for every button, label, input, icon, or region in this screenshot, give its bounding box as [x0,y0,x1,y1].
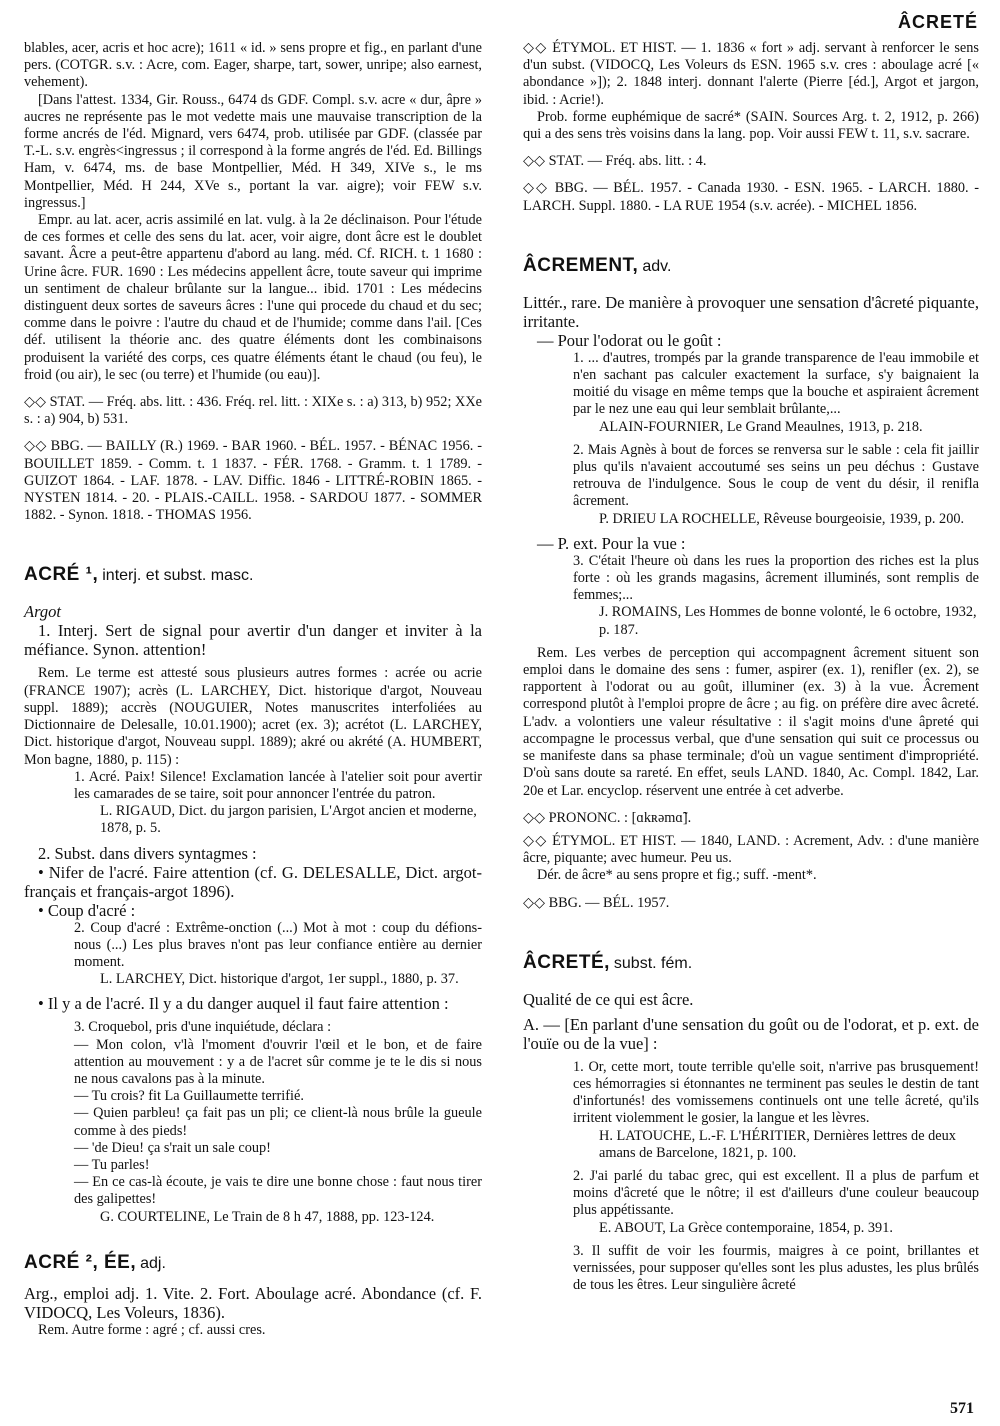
example-text: 2. J'ai parlé du tabac grec, qui est excellent. Il a plus de parfum et moins d'âcreté que le nôtre; il est d'ailleurs d'une couleur beaucoup plus appétissante. [573,1167,979,1219]
bbg-section: ◇◇ BBG. — BAILLY (R.) 1969. - BAR 1960. - BÉL. 1957. - BÉNAC 1956. - BOUILLET 1859. - Comm. t. 1 1837. - FÉR. 1768. - Gramm. t. 1 1789. - GUIZOT 1864. - LAF. 1878. - LAV. Diffic. 1846 - LITTRÉ-ROBIN 1865. - NYSTEN 1814. - 20. - PLAIS.-CAILL. 1958. - SARDOU 1877. - SOMMER 1882. - Synon. 1818. - THOMAS 1956. [24,438,482,524]
remark: Rem. Le terme est attesté sous plusieurs autres formes : acrée ou acrie (FRANCE 1907); acrès (L. LARCHEY, Dict. historique d'argot, Nouveau suppl. 1889); accrès (NOUGUIER, Notes manuscrites interfoliées au Dictionnaire de Delesalle, 10.01.1900); acret (ex. 3); acrétot (L. LARCHEY, Dict. historique d'argot, Nouveau suppl. 1889); akré ou akrété (A. HUMBERT, Mon bagne, 1880, p. 115) : [24,665,482,768]
example-source: J. ROMAINS, Les Hommes de bonne volonté, le 6 octobre, 1932, p. 187. [599,604,977,638]
example-1 [74,769,482,838]
part-of-speech: adv. [642,257,672,275]
headword: ACRÉ ¹, [24,564,99,586]
entry-header-acrement [523,255,979,277]
example-source: E. ABOUT, La Grèce contemporaine, 1854, p. 391. [599,1219,893,1236]
etym-section: ◇◇ ÉTYMOL. ET HIST. — 1840, LAND. : Acrement, Adv. : d'une manière âcre, piquante; avec humeur. Peu us. [523,832,979,867]
bbg-section: ◇◇ BBG. — BÉL. 1957. [523,894,670,911]
definition: Arg., emploi adj. 1. Vite. 2. Fort. Aboulage acré. Abondance (cf. F. VIDOCQ, Les Voleurs, 1836). [24,1283,482,1322]
headword: ÂCREMENT, [523,254,639,276]
right-column [523,40,979,1294]
syntagm-nifer: • Nifer de l'acré. Faire attention (cf. G. DELESALLE, Dict. argot-français et français-argot 1896). [24,862,482,901]
example-3 [573,553,979,639]
example-source: G. COURTELINE, Le Train de 8 h 47, 1888, pp. 123-124. [100,1208,435,1225]
definition: Littér., rare. De manière à provoquer une sensation d'âcreté piquante, irritante. [523,292,979,331]
dialogue-line: 3. Croquebol, pris d'une inquiétude, déclara : [74,1019,332,1036]
part-of-speech: adj. [140,1254,166,1272]
syntagm-coup: • Coup d'acré : [38,900,136,920]
remark: Rem. Les verbes de perception qui accompagnent âcrement situent son emploi dans le domaine des sens : fumer, aspirer (ex. 1), renifler (ex. 2), se rapportent à l'odorat ou au goût, illuminer (ex. 3) à la vue. Âcrement correspond plutôt à l'emploi propre de âcre ; au fig. on préfère dire avec âcreté. L'adv. a volontiers une valeur résultative : il s'agit moins d'une âpreté qui accompagne le processus verbal, que d'une sensation qui suit ce processus ou se manifeste dans sa phase terminale; d'où un vague sentiment d'impropriété. D'où sans doute sa rareté. En effet, seuls LAND. 1840, Ac. Compl. 1842, Lar. 20e et Lar. encyclop. réservent une entrée à cet adverbe. [523,644,979,799]
etym-note: Dér. de âcre* au sens propre et fig.; suff. -ment*. [537,867,817,884]
example-text: 3. C'était l'heure où dans les rues la proportion des riches est la plus forte : où les grands magasins, âcrement illuminés, sont remplis de femmes;... [573,552,979,604]
part-of-speech: subst. fém. [613,954,693,972]
left-column [24,40,482,1339]
running-head: ÂCRETÉ [897,12,978,32]
headword: ACRÉ ², ÉE, [24,1251,137,1273]
example-3 [573,1243,979,1295]
example-text: 2. Coup d'acré : Extrême-onction (...) Mot à mot : coup du défions-nous (...) Les plus braves n'ont pas leur confiance entière au dernier moment. [74,919,482,970]
dialogue-line: — Mon colon, v'là l'moment d'ouvrir l'œil et le bon, et de faire attention au mouvement : y a de l'acret sûr comme je te le dis si nous ne nous cavalons pas à la minute. [74,1036,482,1087]
headword: ÂCRETÉ, [523,951,610,973]
dialogue-line: — Tu crois? fit La Guillaumette terrifié. [74,1088,304,1105]
example-source: H. LATOUCHE, L.-F. L'HÉRITIER, Dernières lettres de deux amans de Barcelone, 1821, p. 100. [599,1127,956,1161]
example-1 [573,350,979,436]
example-source: L. RIGAUD, Dict. du jargon parisien, L'Argot ancien et moderne, 1878, p. 5. [100,803,477,837]
dialogue-line: — 'de Dieu! ça s'rait un sale coup! [74,1139,271,1156]
entry-header-acre2 [24,1252,482,1274]
etym-section: ◇◇ ÉTYMOL. ET HIST. — 1. 1836 « fort » adj. servant à renforcer le sens d'un subst. (VIDOCQ, Les Voleurs ds ESN. 1965 s.v. cres : aboulage acré [« abondance »]); 2. 1848 interj. donnant l'alerte (Pierre [éd.], Argot et jargon, ibid. : Acrie!). [523,40,979,108]
etym-continuation: blables, acer, acris et hoc acre); 1611 « id. » sens propre et fig., en parlant d'une pers. (COTGR. s.v. : Acre, com. Eager, sharpe, tart, sower, unripe; also earnest, vehement). [24,40,482,91]
page-number: 571 [950,1400,974,1417]
example-text: 2. Mais Agnès à bout de forces se renversa sur le sable : cela fit jaillir plus qu'ils n'avaient accoutumé ses seins un peu déchus : Gustave retrouva de l'indulgence. Sous le coup de vent du désir, il renifla âcrement. [573,441,979,510]
etym-note: [Dans l'attest. 1334, Gir. Rouss., 6474 ds GDF. Compl. s.v. acre « dur, âpre » aucres ne représente pas le mot vedette mais une mauvaise transcription de la forme ancrés de l'éd. Mignard, vers 6474, prob. utilisée par GDF. (classée par T.-L. s.v. engrès<ingressus ; il correspond à la forme angrés de l'éd. Ed. Billings Ham, v. 6474, ms. de base Montpellier, Méd. H 349, XIVe s., le ms Montpellier, Méd. H 244, XVe s., portant la var. aigre); voir FEW s.v. ingressus.] [24,91,482,211]
example-text: 1. ... d'autres, trompés par la grande transparence de l'eau immobile et n'en sachant pas calculer exactement la surface, s'y baignaient la moitié du visage en même temps que la bouche et aspiraient âcrement par le nez une eau qui leur semblait brûlante,... [573,349,979,418]
example-text: 1. Or, cette mort, toute terrible qu'elle soit, n'arrive pas brusquement! ces hémorragies si étonnantes ne terminent pas seules le destin de tant d'infortunés! des vomissemens continuels ont une telle âcreté, qu'ils irritent violemment le gosier, la langue et les lèvres. [573,1058,979,1127]
entry-header-acre1 [24,564,482,586]
syntagm-ilya: • Il y a de l'acré. Il y a du danger auquel il faut faire attention : [38,994,449,1014]
etym-origin: Empr. au lat. acer, acris assimilé en lat. vulg. à la 2e déclinaison. Pour l'étude de ces formes et celle des sens du lat. acer, voir aigre, dont âcre est le doublet savant. Âcre a peut-être appartenu d'abord au lang. méd. Cf. RICH. t. 1 1680 : Urine âcre. FUR. 1690 : Les médecins appellent âcre, toute saveur qui imprime un sentiment de chaleur brûlante sur la langue... ibid. 1701 : Les médecins distinguent deux sortes de saveurs âcres : l'une qui procede du chaud et du sec; comme dans le poivre : l'autre du chaud et de l'humide; comme dans l'ail. [Ces déf. utilisent la théorie anc. des quatre éléments dont les combinaisons produisent la variété des corps, ces quatre éléments étant le chaud (ou feu), le froid (ou air), le sec (ou terre) et l'humide (ou eau)]. [24,212,482,383]
example-2 [573,1168,979,1237]
etym-note: Prob. forme euphémique de sacré* (SAIN. Sources Arg. t. 2, 1912, p. 266) qui a des sens très voisins dans la lang. pop. Voir aussi FEW t. 11, s.v. sacrare. [523,108,979,143]
stat-section: ◇◇ STAT. — Fréq. abs. litt. : 4. [523,153,707,170]
prononc-section: ◇◇ PRONONC. : [ɑkʀəmɑ̃]. [523,809,692,826]
sense-A: A. — [En parlant d'une sensation du goût ou de l'odorat, et p. ext. de l'ouïe ou de la vue] : [523,1014,979,1053]
part-of-speech: interj. et subst. masc. [102,567,254,585]
dialogue-line: — En ce cas-là écoute, je vais te dire une bonne chose : faut nous tirer des galipettes! [74,1174,482,1208]
example-text: 1. Acré. Paix! Silence! Exclamation lancée à l'atelier soit pour avertir les camarades de se taire, soit pour annoncer l'entrée du patron. [74,768,482,802]
dialogue-line: — Quien parbleu! ça fait pas un pli; ce client-là nous brûle la gueule comme à des pieds! [74,1105,482,1139]
remark: Rem. Autre forme : agré ; cf. aussi cres. [38,1321,266,1338]
example-2 [74,920,482,989]
example-2 [573,442,979,528]
stat-section: ◇◇ STAT. — Fréq. abs. litt. : 436. Fréq. rel. litt. : XIXe s. : a) 313, b) 952; XXe s. : a) 904, b) 531. [24,394,482,428]
sense-1: 1. Interj. Sert de signal pour avertir d'un danger et inviter à la méfiance. Synon. attention! [24,621,482,660]
subsense-odorat: — Pour l'odorat ou le goût : [537,330,722,350]
domain-label: Argot [24,602,61,622]
dialogue-line: — Tu parles! [74,1156,150,1173]
bbg-section: ◇◇ BBG. — BÉL. 1957. - Canada 1930. - ESN. 1965. - LARCH. 1880. - LARCH. Suppl. 1880. - LA RUE 1954 (s.v. acrée). - MICHEL 1856. [523,180,979,214]
example-1 [573,1059,979,1162]
example-3 [74,1019,482,1225]
example-source: L. LARCHEY, Dict. historique d'argot, 1er suppl., 1880, p. 37. [100,971,459,988]
example-text: 3. Il suffit de voir les fourmis, maigres à ce point, brillantes et vernissées, pour supposer qu'elles sont les plus adustes, les plus brûlés de tous les êtres. Leur singulière âcreté [573,1242,979,1294]
sense-2: 2. Subst. dans divers syntagmes : [38,843,257,863]
subsense-vue: — P. ext. Pour la vue : [537,533,686,553]
example-source: ALAIN-FOURNIER, Le Grand Meaulnes, 1913, p. 218. [599,418,923,435]
entry-header-acrete [523,952,979,974]
definition: Qualité de ce qui est âcre. [523,989,694,1009]
example-source: P. DRIEU LA ROCHELLE, Rêveuse bourgeoisie, 1939, p. 200. [599,510,965,527]
